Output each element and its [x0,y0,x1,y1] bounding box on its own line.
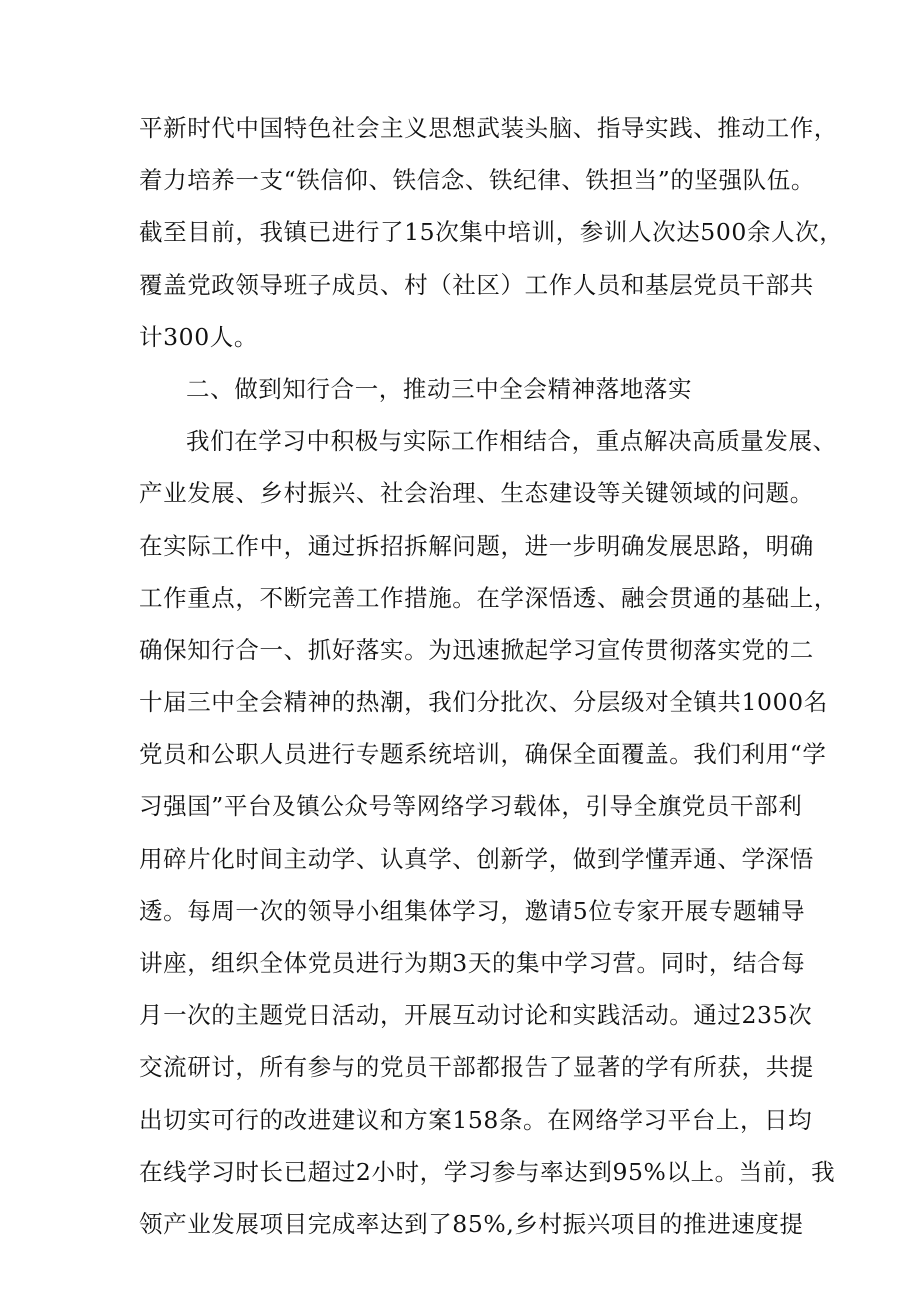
text-line: 平新时代中国特色社会主义思想武装头脑、指导实践、推动工作， [139,114,838,142]
text-line: 领产业发展项目完成率达到了85%,乡村振兴项目的推进速度提 [139,1209,804,1238]
text-line: 出切实可行的改进建议和方案158条。在网络学习平台上，日均 [139,1105,813,1134]
text-line: 习强国”平台及镇公众号等网络学习载体，引导全旗党员干部利 [139,792,803,821]
text-line: 着力培养一支“铁信仰、铁信念、铁纪律、铁担当”的坚强队伍。 [139,166,815,195]
text-line: 确保知行合一、抓好落实。为迅速掀起学习宣传贯彻落实党的二 [139,635,814,664]
body-text [139,102,844,1250]
text-line: 覆盖党政领导班子成员、村（社区）工作人员和基层党员干部共 [139,270,814,299]
text-line: 工作重点，不断完善工作措施。在学深悟透、融会贯通的基础上， [139,583,838,612]
text-line: 十届三中全会精神的热潮，我们分批次、分层级对全镇共1000名 [139,688,828,717]
text-line: 用碎片化时间主动学、认真学、创新学，做到学懂弄通、学深悟 [139,844,814,873]
text-line: 在实际工作中，通过拆招拆解问题，进一步明确发展思路，明确 [139,531,814,560]
text-line: 产业发展、乡村振兴、社会治理、生态建设等关键领域的问题。 [139,479,814,508]
text-line: 月一次的主题党日活动，开展互动讨论和实践活动。通过235次 [139,1001,813,1030]
text-line: 计300人。 [139,322,258,351]
text-line: 我们在学习中积极与实际工作相结合，重点解决高质量发展、 [186,427,837,456]
text-line: 透。每周一次的领导小组集体学习，邀请5位专家开展专题辅导 [139,896,806,925]
text-line: 截至目前，我镇已进行了15次集中培训，参训人次达500余人次， [139,218,844,247]
text-line: 在线学习时长已超过2小时，学习参与率达到95%以上。当前，我 [139,1157,836,1186]
text-line: 交流研讨，所有参与的党员干部都报告了显著的学有所获，共提 [139,1053,814,1082]
text-line: 党员和公职人员进行专题系统培训，确保全面覆盖。我们利用“学 [139,740,827,769]
text-line: 讲座，组织全体党员进行为期3天的集中学习营。同时，结合每 [139,949,806,977]
section-heading: 二、做到知行合一，推动三中全会精神落地落实 [186,374,693,403]
